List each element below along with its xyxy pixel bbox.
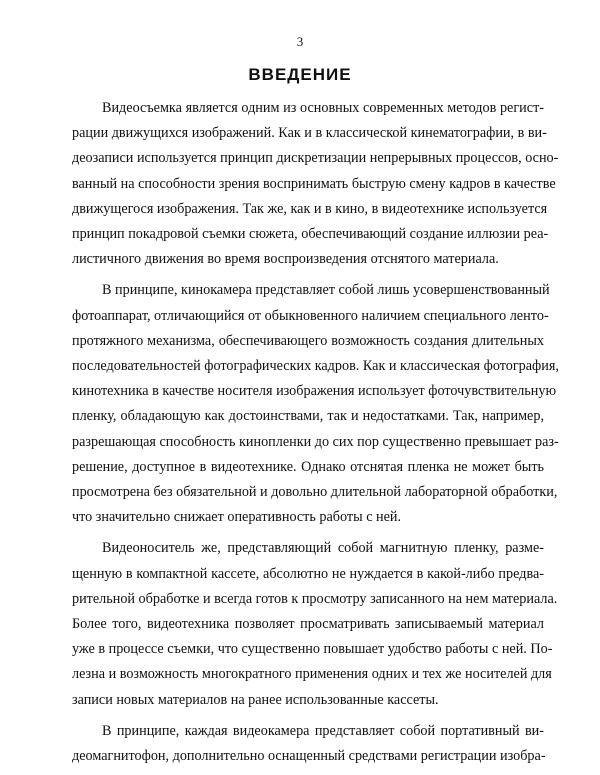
- section-title: ВВЕДЕНИЕ: [248, 65, 352, 84]
- paragraph-2: [72, 278, 559, 530]
- text-line: рительной обработке и всегда готов к просмотру записанного на нем материала.: [72, 590, 558, 607]
- text-line: фотоаппарат, отличающийся от обыкновенного наличием специального лентo-: [72, 307, 549, 324]
- text-line: записи новых материалов на ранее использованные кассеты.: [72, 691, 439, 708]
- text-line: последовательностей фотографических кадров. Как и классическая фотография,: [72, 358, 559, 375]
- text-line: уже в процессе съемки, что существенно повышает удобство работы с ней. По-: [72, 641, 553, 658]
- text-line: листичного движения во время воспроизведения отснятого материала.: [72, 251, 499, 268]
- page-number: 3: [296, 34, 304, 49]
- text-line: протяжного механизма, обеспечивающего возможность создания длительных: [72, 332, 544, 349]
- text-line: В принципе, кинокамера представляет собой лишь усовершенствованный: [102, 282, 550, 299]
- text-line: рации движущихся изображений. Как и в классической кинематографии, в ви-: [72, 125, 547, 142]
- text-line: Видеосъемка является одним из основных современных методов регист-: [102, 100, 544, 116]
- paragraph-1: [72, 96, 559, 272]
- text-line: принцип покадровой съемки сюжета, обеспечивающий создание иллюзии реа-: [72, 226, 549, 243]
- text-line: Более того, видеотехника позволяет просматривать записываемый материал: [72, 616, 544, 633]
- text-line: лезна и возможность многократного применения одних и тех же носителей для: [72, 666, 552, 683]
- text-line: что значительно снижает оперативность работы с ней.: [72, 509, 402, 526]
- paragraph-4: [72, 719, 544, 769]
- text-line: пленку, обладающую как достоинствами, так и недостатками. Так, например,: [72, 408, 544, 425]
- text-line: деозаписи используется принцип дискретизации непрерывных процессов, осно-: [72, 150, 559, 167]
- text-line: щенную в компактной кассете, абсолютно не нуждается в какой-либо предва-: [72, 565, 544, 582]
- text-line: решение, доступное в видеотехнике. Однако отснятая пленка не может быть: [72, 458, 544, 475]
- text-line: Видеоноситель же, представляющий собой магнитную пленку, разме-: [102, 540, 544, 557]
- text-line: разрешающая способность кинопленки до сих пор существенно превышает раз-: [72, 433, 559, 450]
- text-line: В принципе, каждая видеокамера представляет собой портативный ви-: [102, 722, 544, 739]
- text-line: деомагнитофон, дополнительно оснащенный средствами регистрации изобра-: [72, 748, 546, 765]
- paragraph-3: [72, 536, 558, 712]
- text-line: ванный на способности зрения воспринимать быструю смену кадров в качестве: [72, 175, 556, 192]
- body-text: [72, 96, 559, 775]
- text-line: движущегося изображения. Так же, как и в кино, в видеотехнике используется: [72, 200, 548, 217]
- text-line: кинотехника в качестве носителя изображения использует фоточувствительную: [72, 383, 557, 400]
- text-line: просмотрена без обязательной и довольно длительной лабораторной обработки,: [72, 484, 558, 501]
